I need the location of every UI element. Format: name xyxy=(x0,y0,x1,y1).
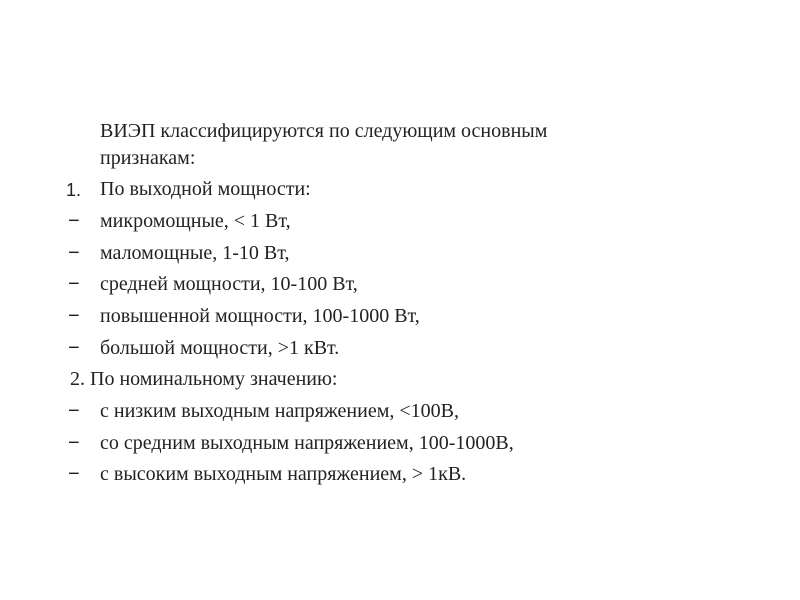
list-item: большой мощности, >1 кВт. xyxy=(100,337,340,359)
section-1-heading: По выходной мощности: xyxy=(100,178,311,200)
section-2-heading: 2. По номинальному значению: xyxy=(70,368,338,390)
bullet-dash: − xyxy=(68,432,80,454)
section-1-number: 1. xyxy=(66,180,82,200)
list-item: с высоким выходным напряжением, > 1кВ. xyxy=(100,463,467,485)
bullet-dash: − xyxy=(68,273,80,295)
intro-line-2: признакам: xyxy=(100,147,196,169)
list-item: повышенной мощности, 100-1000 Вт, xyxy=(100,305,420,327)
bullet-dash: − xyxy=(68,210,80,232)
bullet-dash: − xyxy=(68,305,80,327)
list-item: средней мощности, 10-100 Вт, xyxy=(100,273,358,295)
bullet-dash: − xyxy=(68,242,80,264)
list-item: микромощные, < 1 Вт, xyxy=(100,210,291,232)
intro-line-1: ВИЭП классифицируются по следующим основным xyxy=(100,120,548,142)
bullet-dash: − xyxy=(68,463,80,485)
bullet-dash: − xyxy=(68,400,80,422)
list-item: маломощные, 1-10 Вт, xyxy=(100,242,290,264)
bullet-dash: − xyxy=(68,337,80,359)
list-item: со средним выходным напряжением, 100-1000В, xyxy=(100,432,514,454)
list-item: с низким выходным напряжением, <100В, xyxy=(100,400,459,422)
